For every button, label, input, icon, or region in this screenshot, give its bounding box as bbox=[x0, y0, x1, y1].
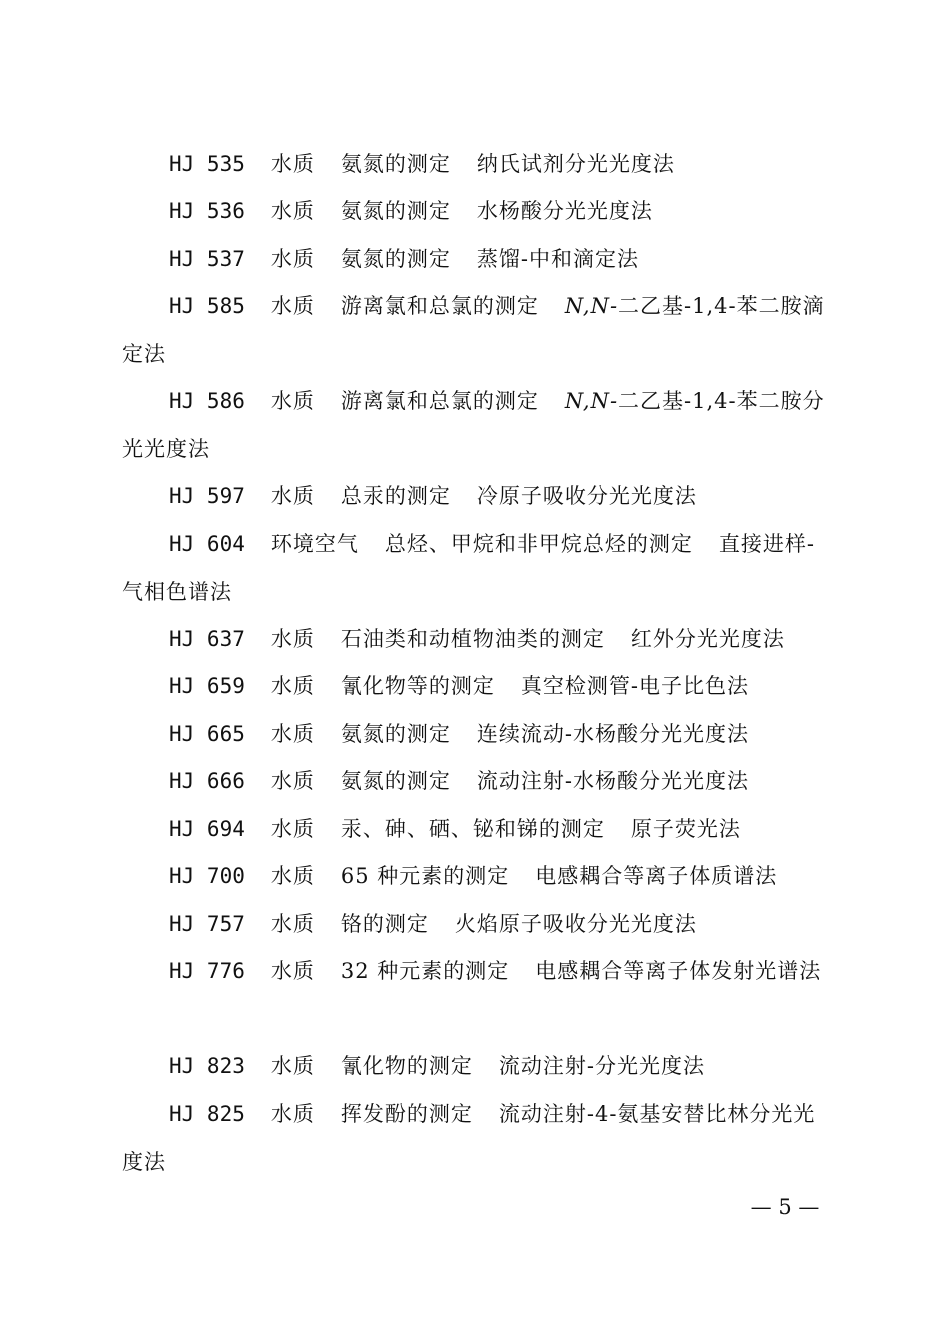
standard-subject: 65 种元素的测定 bbox=[340, 864, 510, 888]
page-number: — 5 — bbox=[750, 1195, 820, 1219]
standard-subject: 铬的测定 bbox=[340, 912, 429, 936]
standard-entry bbox=[122, 711, 830, 759]
standard-code: HJ 604 bbox=[169, 532, 245, 556]
standard-entry bbox=[122, 188, 830, 236]
standard-medium: 水质 bbox=[270, 389, 315, 413]
standard-method: 蒸馏-中和滴定法 bbox=[476, 247, 639, 271]
standard-subject: 挥发酚的测定 bbox=[340, 1102, 473, 1126]
standard-method: 二乙基-1,4-苯二胺滴定法 bbox=[122, 294, 825, 366]
standard-subject: 氨氮的测定 bbox=[340, 247, 451, 271]
standard-entry bbox=[122, 616, 830, 664]
standard-method: 水杨酸分光光度法 bbox=[476, 199, 653, 223]
standard-medium: 水质 bbox=[270, 152, 315, 176]
standard-code: HJ 666 bbox=[169, 769, 245, 793]
standard-method: 连续流动-水杨酸分光光度法 bbox=[476, 722, 749, 746]
standard-medium: 水质 bbox=[270, 912, 315, 936]
standard-code: HJ 659 bbox=[169, 674, 245, 698]
standard-method: 电感耦合等离子体质谱法 bbox=[535, 864, 778, 888]
standard-subject: 氨氮的测定 bbox=[340, 152, 451, 176]
standard-medium: 水质 bbox=[270, 864, 315, 888]
standard-code: HJ 597 bbox=[169, 484, 245, 508]
standard-code: HJ 585 bbox=[169, 294, 245, 318]
standard-entry bbox=[122, 853, 830, 901]
standard-code: HJ 637 bbox=[169, 627, 245, 651]
standard-entry bbox=[122, 283, 830, 378]
standard-method: 直接进样-气相色谱法 bbox=[122, 532, 815, 604]
standard-code: HJ 776 bbox=[169, 959, 245, 983]
standard-code: HJ 823 bbox=[169, 1054, 245, 1078]
standard-method: 纳氏试剂分光光度法 bbox=[476, 152, 675, 176]
standard-code: HJ 694 bbox=[169, 817, 245, 841]
standard-method-prefix: N,N- bbox=[564, 389, 619, 413]
standard-medium: 水质 bbox=[270, 484, 315, 508]
standard-medium: 水质 bbox=[270, 769, 315, 793]
standard-entry bbox=[122, 141, 830, 189]
standard-medium: 水质 bbox=[270, 674, 315, 698]
standard-entry bbox=[122, 473, 830, 521]
standard-medium: 水质 bbox=[270, 247, 315, 271]
standard-subject: 氨氮的测定 bbox=[340, 722, 451, 746]
standard-subject: 32 种元素的测定 bbox=[340, 959, 510, 983]
standard-code: HJ 586 bbox=[169, 389, 245, 413]
standard-code: HJ 535 bbox=[169, 152, 245, 176]
standard-subject: 游离氯和总氯的测定 bbox=[340, 389, 539, 413]
standard-entry bbox=[122, 806, 830, 854]
standard-entry bbox=[122, 378, 830, 473]
standard-entry bbox=[122, 663, 830, 711]
standard-code: HJ 665 bbox=[169, 722, 245, 746]
standard-method: 电感耦合等离子体发射光谱法 bbox=[535, 959, 822, 983]
standard-subject: 总烃、甲烷和非甲烷总烃的测定 bbox=[384, 532, 693, 556]
standard-subject: 氰化物等的测定 bbox=[340, 674, 495, 698]
standard-entry bbox=[122, 1091, 830, 1186]
standard-code: HJ 536 bbox=[169, 199, 245, 223]
standard-code: HJ 825 bbox=[169, 1102, 245, 1126]
standard-subject: 氨氮的测定 bbox=[340, 769, 451, 793]
standard-method: 真空检测管-电子比色法 bbox=[520, 674, 749, 698]
standard-method: 流动注射-4-氨基安替比林分光光度法 bbox=[122, 1102, 816, 1174]
standard-medium: 水质 bbox=[270, 959, 315, 983]
standard-method: 火焰原子吸收分光光度法 bbox=[454, 912, 697, 936]
standard-subject: 氨氮的测定 bbox=[340, 199, 451, 223]
standard-entry bbox=[122, 758, 830, 806]
standard-subject: 游离氯和总氯的测定 bbox=[340, 294, 539, 318]
standard-method: 流动注射-水杨酸分光光度法 bbox=[476, 769, 749, 793]
standard-entry bbox=[122, 236, 830, 284]
standard-subject: 总汞的测定 bbox=[340, 484, 451, 508]
standard-medium: 水质 bbox=[270, 627, 315, 651]
standard-method: 冷原子吸收分光光度法 bbox=[476, 484, 697, 508]
standard-medium: 水质 bbox=[270, 199, 315, 223]
standard-method-prefix: N,N- bbox=[564, 294, 619, 318]
standard-method: 红外分光光度法 bbox=[630, 627, 785, 651]
standard-medium: 水质 bbox=[270, 294, 315, 318]
standard-medium: 水质 bbox=[270, 722, 315, 746]
standard-code: HJ 700 bbox=[169, 864, 245, 888]
standard-subject: 氰化物的测定 bbox=[340, 1054, 473, 1078]
standard-method: 原子荧光法 bbox=[630, 817, 741, 841]
standard-method: 二乙基-1,4-苯二胺分光光度法 bbox=[122, 389, 825, 461]
standard-entry bbox=[122, 901, 830, 949]
standard-entry bbox=[122, 948, 830, 996]
standard-code: HJ 757 bbox=[169, 912, 245, 936]
standard-method: 流动注射-分光光度法 bbox=[498, 1054, 705, 1078]
standard-medium: 水质 bbox=[270, 1054, 315, 1078]
standard-entry bbox=[122, 521, 830, 616]
standard-code: HJ 537 bbox=[169, 247, 245, 271]
standard-subject: 汞、砷、硒、铋和锑的测定 bbox=[340, 817, 605, 841]
standard-medium: 环境空气 bbox=[270, 532, 359, 556]
standard-medium: 水质 bbox=[270, 1102, 315, 1126]
standard-subject: 石油类和动植物油类的测定 bbox=[340, 627, 605, 651]
standard-medium: 水质 bbox=[270, 817, 315, 841]
standard-entry bbox=[122, 1043, 830, 1091]
